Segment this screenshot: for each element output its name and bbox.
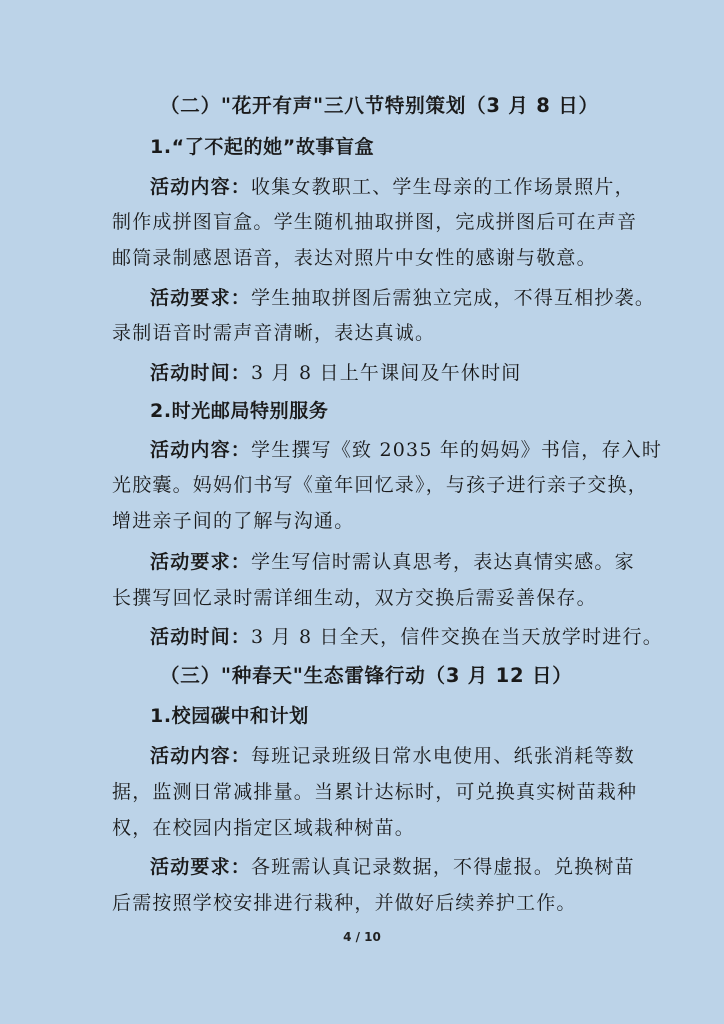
content-text: 每班记录班级日常水电使用、纸张消耗等数 bbox=[251, 745, 635, 767]
paragraph-line: 邮筒录制感恩语音，表达对照片中女性的感谢与敬意。 bbox=[112, 247, 597, 269]
item-title-2-2: 2.时光邮局特别服务 bbox=[150, 400, 329, 422]
item-title-2-1: 1.“了不起的她”故事盲盒 bbox=[150, 136, 375, 158]
paragraph-line: 后需按照学校安排进行栽种，并做好后续养护工作。 bbox=[112, 892, 577, 914]
time-label: 活动时间： bbox=[150, 362, 252, 384]
requirement-label: 活动要求： bbox=[150, 551, 252, 573]
paragraph-line: 制作成拼图盲盒。学生随机抽取拼图，完成拼图后可在声音 bbox=[112, 211, 638, 233]
paragraph-line bbox=[150, 549, 635, 575]
requirement-label: 活动要求： bbox=[150, 856, 252, 878]
paragraph-line bbox=[150, 743, 635, 769]
paragraph-line bbox=[150, 437, 663, 463]
requirement-text: 学生抽取拼图后需独立完成，不得互相抄袭。 bbox=[251, 287, 656, 309]
requirement-text: 各班需认真记录数据，不得虚报。兑换树苗 bbox=[251, 856, 635, 878]
paragraph-line: 增进亲子间的了解与沟通。 bbox=[112, 510, 355, 532]
paragraph-line: 录制语音时需声音清晰，表达真诚。 bbox=[112, 322, 436, 344]
content-text: 收集女教职工、学生母亲的工作场景照片， bbox=[251, 176, 635, 198]
content-label: 活动内容： bbox=[150, 745, 252, 767]
section-heading-2: （二）"花开有声"三八节特别策划（3 月 8 日） bbox=[160, 94, 599, 117]
paragraph-line bbox=[150, 360, 614, 386]
page-number: 4 / 10 bbox=[343, 930, 381, 944]
paragraph-line bbox=[150, 624, 663, 650]
paragraph-line bbox=[150, 285, 656, 311]
time-label: 活动时间： bbox=[150, 626, 252, 648]
paragraph-line bbox=[150, 854, 635, 880]
requirement-text: 学生写信时需认真思考，表达真情实感。家 bbox=[251, 551, 635, 573]
time-text: 3 月 8 日上午课间及午休时间 bbox=[251, 362, 522, 384]
paragraph-line: 据，监测日常减排量。当累计达标时，可兑换真实树苗栽种 bbox=[112, 781, 638, 803]
paragraph-line bbox=[150, 174, 635, 200]
content-label: 活动内容： bbox=[150, 439, 252, 461]
paragraph-line: 光胶囊。妈妈们书写《童年回忆录》，与孩子进行亲子交换， bbox=[112, 474, 648, 496]
section-heading-3: （三）"种春天"生态雷锋行动（3 月 12 日） bbox=[160, 664, 573, 687]
paragraph-line: 权，在校园内指定区域栽种树苗。 bbox=[112, 817, 416, 839]
time-text: 3 月 8 日全天，信件交换在当天放学时进行。 bbox=[251, 626, 663, 648]
paragraph-line: 长撰写回忆录时需详细生动，双方交换后需妥善保存。 bbox=[112, 587, 597, 609]
content-text: 学生撰写《致 2035 年的妈妈》书信，存入时 bbox=[251, 439, 663, 461]
requirement-label: 活动要求： bbox=[150, 287, 252, 309]
content-label: 活动内容： bbox=[150, 176, 252, 198]
item-title-3-1: 1.校园碳中和计划 bbox=[150, 705, 309, 727]
